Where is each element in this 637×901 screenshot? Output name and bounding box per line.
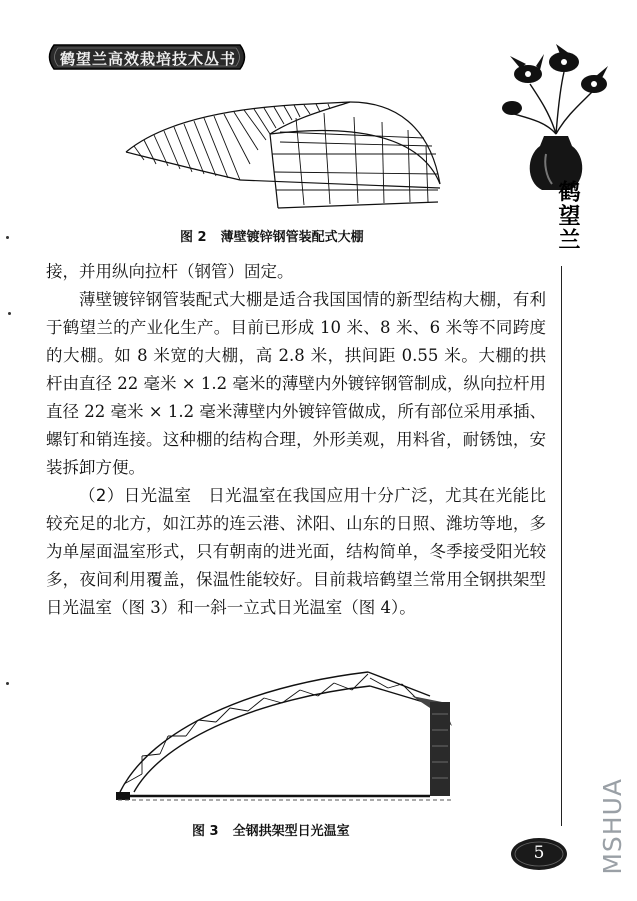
scan-speck: [6, 682, 9, 685]
paragraph-2: 薄壁镀锌钢管装配式大棚是适合我国国情的新型结构大棚，有利于鹤望兰的产业化生产。目前已形成 10 米、8 米、6 米等不同跨度的大棚。如 8 米宽的大棚，高 2.8 米，拱间距 0.55 米。大棚的拱杆由直径 22 毫米 × 1.2 毫米的薄壁内外镀锌钢管制成，纵向拉杆用直径 22 毫米 × 1.2 毫米薄壁内外镀锌管做成，所有部位采用承插、螺钉和销连接。这种棚的结构合理，外形美观，用料省，耐锈蚀，安装拆卸方便。: [46, 290, 546, 477]
scan-speck: [6, 236, 9, 239]
paragraph-3-heading: （2）日光温室: [79, 486, 192, 505]
paragraph-3-text: 日光温室在我国应用十分广泛，尤其在光能比较充足的北方，如江苏的连云港、沭阳、山东的日照、潍坊等地，多为单屋面温室形式，只有朝南的进光面，结构简单，冬季接受阳光较多，夜间利用覆盖，保温性能较好。目前栽培鹤望兰常用全钢拱架型日光温室（图 3）和一斜一立式日光温室（图 4）。: [46, 486, 547, 617]
vase-flower-icon: [500, 44, 612, 194]
page-number: 5: [533, 843, 545, 863]
figure-3-caption: [192, 820, 350, 839]
paragraph-3: [46, 482, 546, 622]
margin-rule: [561, 266, 562, 826]
scan-speck: [8, 312, 11, 315]
side-title: 鹤望兰: [555, 180, 580, 252]
figure-3-number: 图 3: [192, 824, 219, 839]
figure-3-caption-text: 全钢拱架型日光温室: [232, 824, 350, 839]
figure-3-greenhouse-drawing: [112, 668, 462, 803]
watermark: MSHUA: [598, 778, 627, 875]
series-banner-text: 鹤望兰高效栽培技术丛书: [60, 50, 236, 68]
series-banner: [44, 44, 250, 70]
figure-2-number: 图 2: [180, 230, 207, 245]
paragraph-1: 接，并用纵向拉杆（钢管）固定。: [46, 262, 294, 281]
figure-2-caption: [180, 226, 364, 245]
body-text: [46, 258, 546, 622]
figure-2-caption-text: 薄壁镀锌钢管装配式大棚: [220, 230, 364, 245]
figure-2-greenhouse-drawing: [120, 84, 450, 214]
